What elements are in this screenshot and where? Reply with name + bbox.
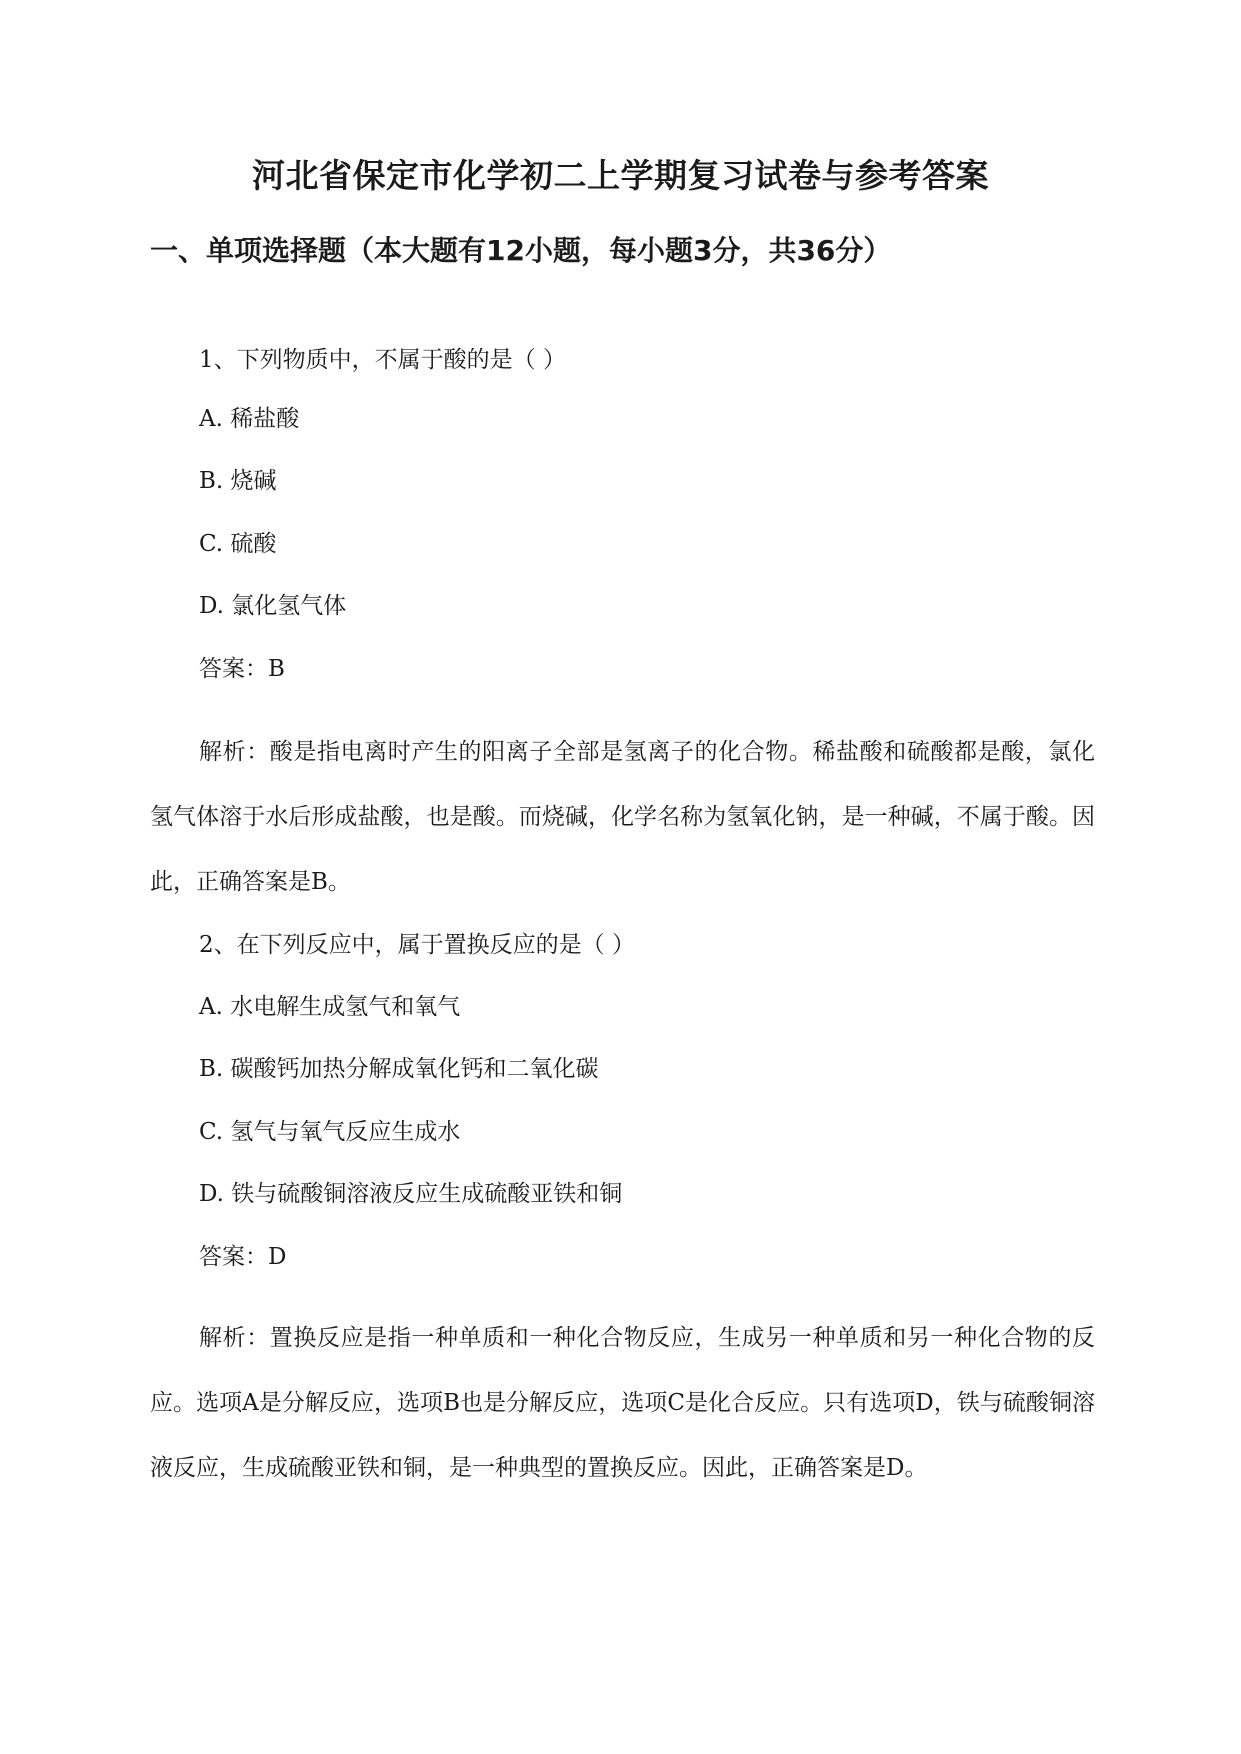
question-1-option-b: B. 烧碱 [199,468,277,494]
question-1-analysis: 解析：酸是指电离时产生的阳离子全部是氢离子的化合物。稀盐酸和硫酸都是酸，氯化氢气体溶于水后形成盐酸，也是酸。而烧碱，化学名称为氢氧化钠，是一种碱，不属于酸。因此，正确答案是B。 [150,739,1095,895]
question-2-option-d: D. 铁与硫酸铜溶液反应生成硫酸亚铁和铜 [199,1181,623,1207]
question-1-option-c: C. 硫酸 [199,531,277,557]
question-2-analysis: 解析：置换反应是指一种单质和一种化合物反应，生成另一种单质和另一种化合物的反应。选项A是分解反应，选项B也是分解反应，选项C是化合反应。只有选项D，铁与硫酸铜溶液反应，生成硫酸亚铁和铜，是一种典型的置换反应。因此，正确答案是D。 [150,1325,1095,1481]
question-1-option-a: A. 稀盐酸 [199,406,300,432]
question-2-option-b: B. 碳酸钙加热分解成氧化钙和二氧化碳 [199,1056,599,1082]
question-2-stem: 2、在下列反应中，属于置换反应的是（ ） [199,932,635,958]
question-1-option-d: D. 氯化氢气体 [199,593,347,619]
question-2-option-c: C. 氢气与氧气反应生成水 [199,1119,461,1145]
document-title: 河北省保定市化学初二上学期复习试卷与参考答案 [252,156,989,195]
question-2-answer: 答案：D [199,1244,287,1270]
question-1-stem: 1、下列物质中，不属于酸的是（ ） [199,347,566,373]
section-heading: 一、单项选择题（本大题有12小题，每小题3分，共36分） [150,234,892,267]
question-2-option-a: A. 水电解生成氢气和氧气 [199,994,461,1020]
question-1-answer: 答案：B [199,656,285,682]
